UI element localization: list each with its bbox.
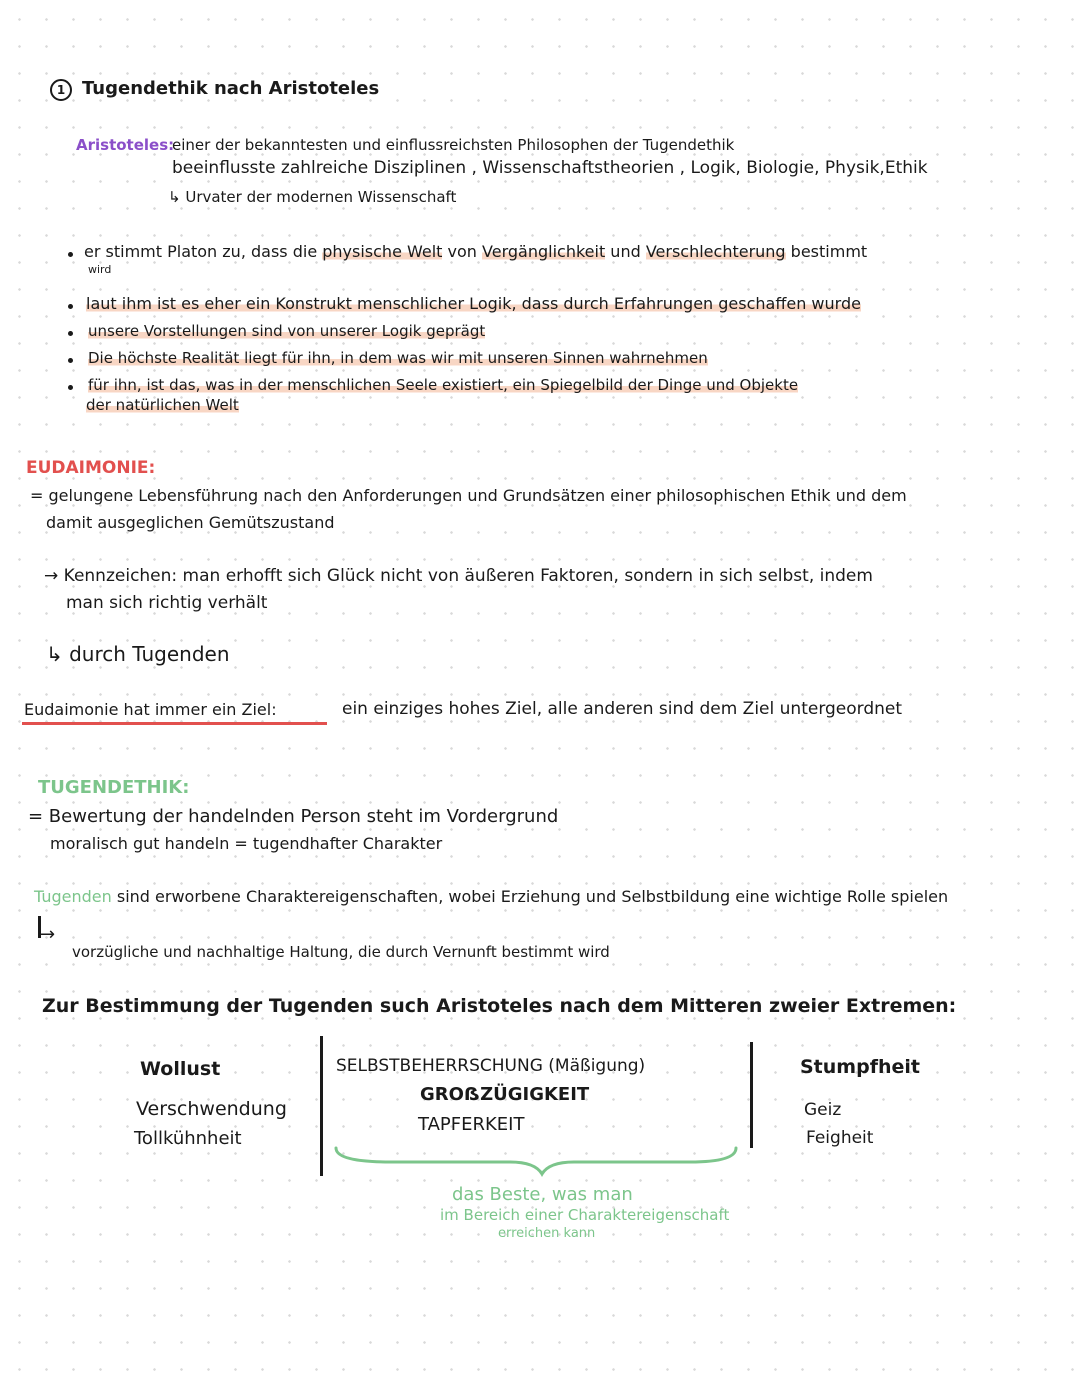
bullet-1-mid2: und [605,242,646,261]
bullet-4-text: Die höchste Realität liegt für ihn, in dem was wir mit unseren Sinnen wahrnehmen [88,349,708,367]
tugenden-rest: sind erworbene Charaktereigenschaften, wobei Erziehung und Selbstbildung eine wichtige Rolle spielen [111,887,949,906]
right-extreme-2: Geiz [804,1100,842,1120]
ziel-label: Eudaimonie hat immer ein Ziel: [24,700,277,719]
kennzeichen-line-1: → Kennzeichen: man erhofft sich Glück nicht von äußeren Faktoren, sondern in sich selbst, indem [44,566,873,586]
left-extreme-3: Tollkühnheit [134,1128,242,1149]
middle-virtue-1: SELBSTBEHERRSCHUNG (Mäßigung) [336,1056,646,1076]
number-badge: 1 [50,79,72,101]
bullet-2-text: laut ihm ist es eher ein Konstrukt menschlicher Logik, dass durch Erfahrungen geschaffen wurde [86,294,861,313]
aristoteles-line-1: einer der bekanntesten und einflussreichsten Philosophen der Tugendethik [172,136,735,154]
eudaimonie-def-2: damit ausgeglichen Gemütszustand [46,513,335,532]
highlight-verschlechterung: Verschlechterung [645,242,786,261]
section-heading [50,78,379,101]
bullet-5-cont-text: der natürlichen Welt [86,396,239,414]
middle-virtue-3: TAPFERKEIT [418,1114,525,1135]
bullet-1-mid: von [442,242,483,261]
tugenden-line [34,887,948,906]
highlight-physische-welt: physische Welt [322,242,443,261]
arrow-head: → [40,924,56,945]
bullet-dot [68,252,73,257]
aristoteles-label: Aristoteles: [76,136,175,154]
bullet-1 [84,242,867,261]
bullet-dot [68,304,73,309]
bullet-3-text: unsere Vorstellungen sind von unserer Logik geprägt [88,322,486,340]
heading-text: Tugendethik nach Aristoteles [82,78,380,99]
bestimmung-line: Zur Bestimmung der Tugenden such Aristoteles nach dem Mitteren zweier Extremen: [42,995,957,1017]
tugenden-word: Tugenden [34,887,112,906]
eudaimonie-title: EUDAIMONIE: [26,458,156,478]
tugendethik-def-2: moralisch gut handeln = tugendhafter Charakter [50,834,443,853]
bullet-2 [86,294,861,313]
aristoteles-line-3: ↳ Urvater der modernen Wissenschaft [168,188,457,206]
eudaimonie-def-1: = gelungene Lebensführung nach den Anforderungen und Grundsätzen einer philosophischen Ethik und dem [30,486,907,505]
ziel-text: ein einziges hohes Ziel, alle anderen sind dem Ziel untergeordnet [342,699,903,719]
kennzeichen-line-2: man sich richtig verhält [66,593,268,613]
tugendethik-def-1: = Bewertung der handelnden Person steht im Vordergrund [28,806,559,827]
bullet-5-text: für ihn, ist das, was in der menschlichen Seele existiert, ein Spiegelbild der Dinge und Objekte [88,376,799,394]
bullet-dot [68,385,73,390]
divider-left [320,1036,323,1176]
right-extreme-3: Feigheit [806,1128,874,1148]
bullet-3 [88,322,485,340]
bullet-1-pre: er stimmt Platon zu, dass die [84,242,323,261]
left-extreme-1: Wollust [140,1058,221,1080]
note-line-2: im Bereich einer Charaktereigenschaft [440,1206,730,1224]
bullet-1-post: bestimmt [785,242,868,261]
note-line-1: das Beste, was man [452,1184,633,1205]
bullet-dot [68,331,73,336]
bullet-5 [88,376,798,394]
aristoteles-line-2: beeinflusste zahlreiche Disziplinen , Wissenschaftstheorien , Logik, Biologie, Physik,Ethik [172,158,928,178]
middle-virtue-2: GROẞZÜGIGKEIT [420,1084,590,1105]
tugenden-sub: vorzügliche und nachhaltige Haltung, die durch Vernunft bestimmt wird [72,943,610,961]
right-extreme-1: Stumpfheit [800,1056,920,1078]
bullet-4 [88,349,708,367]
durch-tugenden: ↳ durch Tugenden [46,642,230,666]
left-extreme-2: Verschwendung [136,1098,287,1120]
highlight-verganglichkeit: Vergänglichkeit [482,242,606,261]
bullet-dot [68,358,73,363]
ziel-underline [22,722,327,725]
bullet-1-sub: wird [88,263,112,276]
bullet-5-cont [86,396,239,414]
tugendethik-title: TUGENDETHIK: [38,777,190,798]
divider-right [750,1042,753,1148]
curly-brace [330,1140,750,1180]
note-line-3: erreichen kann [498,1226,596,1241]
